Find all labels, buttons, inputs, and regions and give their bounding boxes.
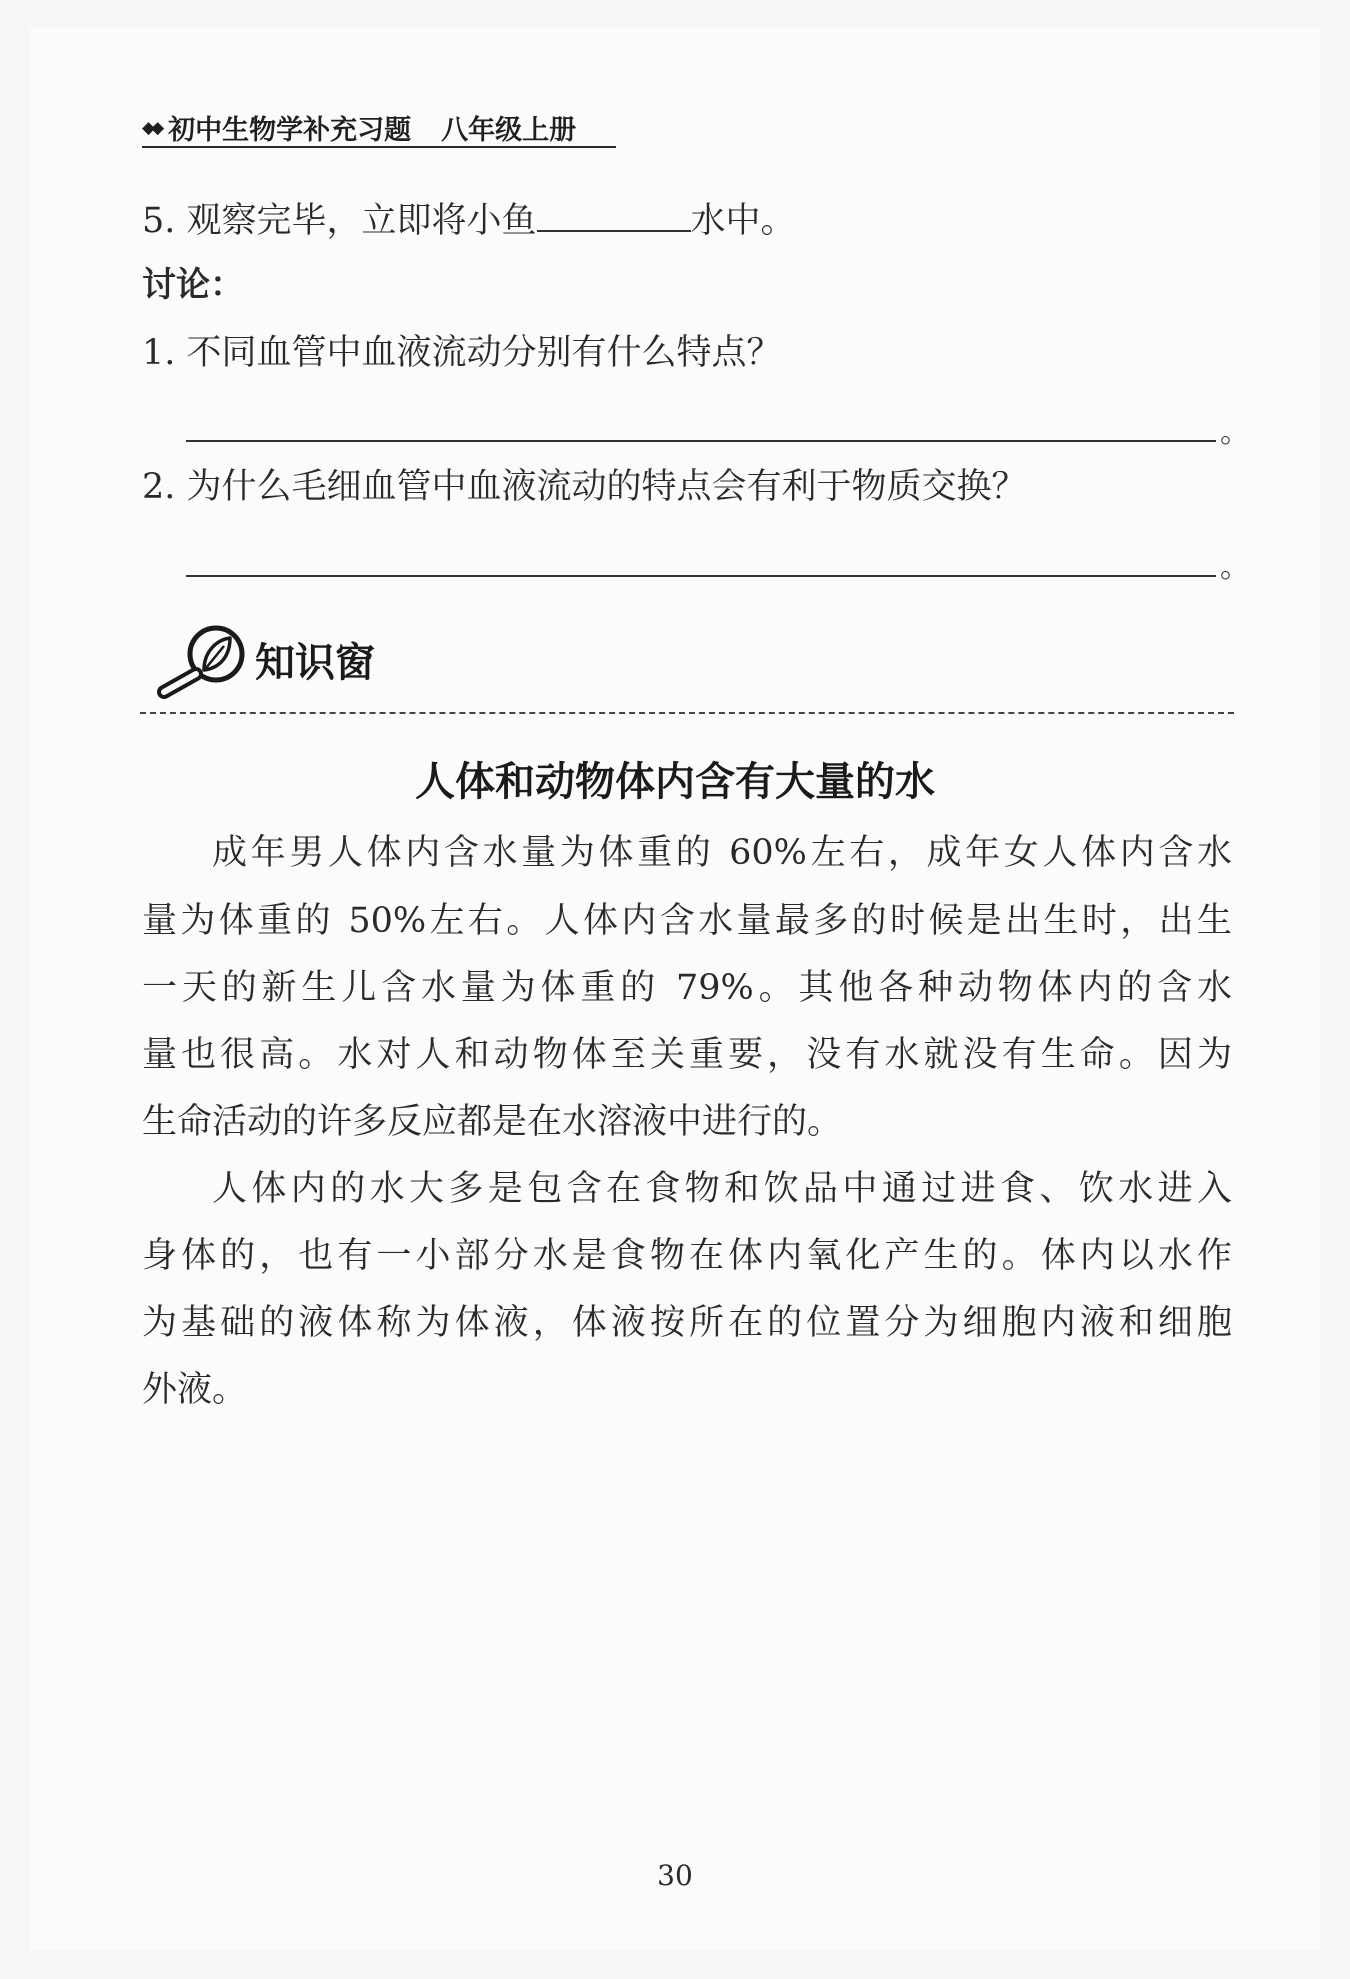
step-5-text-after: 水中。 (690, 201, 796, 241)
dashed-divider (140, 712, 1234, 714)
step-5 (142, 200, 796, 239)
discussion-heading: 讨论： (142, 265, 244, 305)
step-5-text-before: 5. 观察完毕，立即将小鱼 (142, 201, 537, 241)
running-header (142, 108, 576, 147)
answer-1-period: 。 (1220, 415, 1250, 450)
paragraph-2-line: 人体内的水大多是包含在食物和饮品中通过进食、饮水进入 (212, 1169, 1232, 1209)
question-1: 1. 不同血管中血液流动分别有什么特点？ (142, 333, 782, 373)
book-title: 初中生物学补充习题 (168, 115, 412, 146)
magnifier-leaf-icon (144, 622, 256, 704)
answer-line-2[interactable] (186, 575, 1216, 577)
question-2: 2. 为什么毛细血管中血液流动的特点会有利于物质交换？ (142, 467, 1027, 507)
paragraph-1-line: 一天的新生儿含水量为体重的 79%。其他各种动物体内的含水 (142, 968, 1232, 1008)
paragraph-2-line: 外液。 (142, 1370, 248, 1410)
paragraph-2-line: 为基础的液体称为体液，体液按所在的位置分为细胞内液和细胞 (142, 1303, 1232, 1343)
answer-line-1[interactable] (186, 440, 1216, 442)
paragraph-1-line: 量也很高。水对人和动物体至关重要，没有水就没有生命。因为 (142, 1035, 1232, 1075)
article-title: 人体和动物体内含有大量的水 (415, 759, 935, 805)
paragraph-1-line: 成年男人体内含水量为体重的 60%左右，成年女人体内含水 (212, 833, 1232, 873)
header-underline (142, 146, 616, 148)
knowledge-window-title: 知识窗 (255, 640, 375, 686)
fill-in-blank[interactable] (537, 200, 691, 232)
paragraph-1-line: 生命活动的许多反应都是在水溶液中进行的。 (142, 1102, 843, 1142)
grade-label: 八年级上册 (441, 115, 577, 146)
answer-2-period: 。 (1220, 550, 1250, 585)
double-diamond-icon: ◆◆ (142, 117, 161, 138)
paragraph-2-line: 身体的，也有一小部分水是食物在体内氧化产生的。体内以水作 (142, 1236, 1232, 1276)
paragraph-1-line: 量为体重的 50%左右。人体内含水量最多的时候是出生时，出生 (142, 901, 1232, 941)
page-number: 30 (657, 1859, 693, 1892)
